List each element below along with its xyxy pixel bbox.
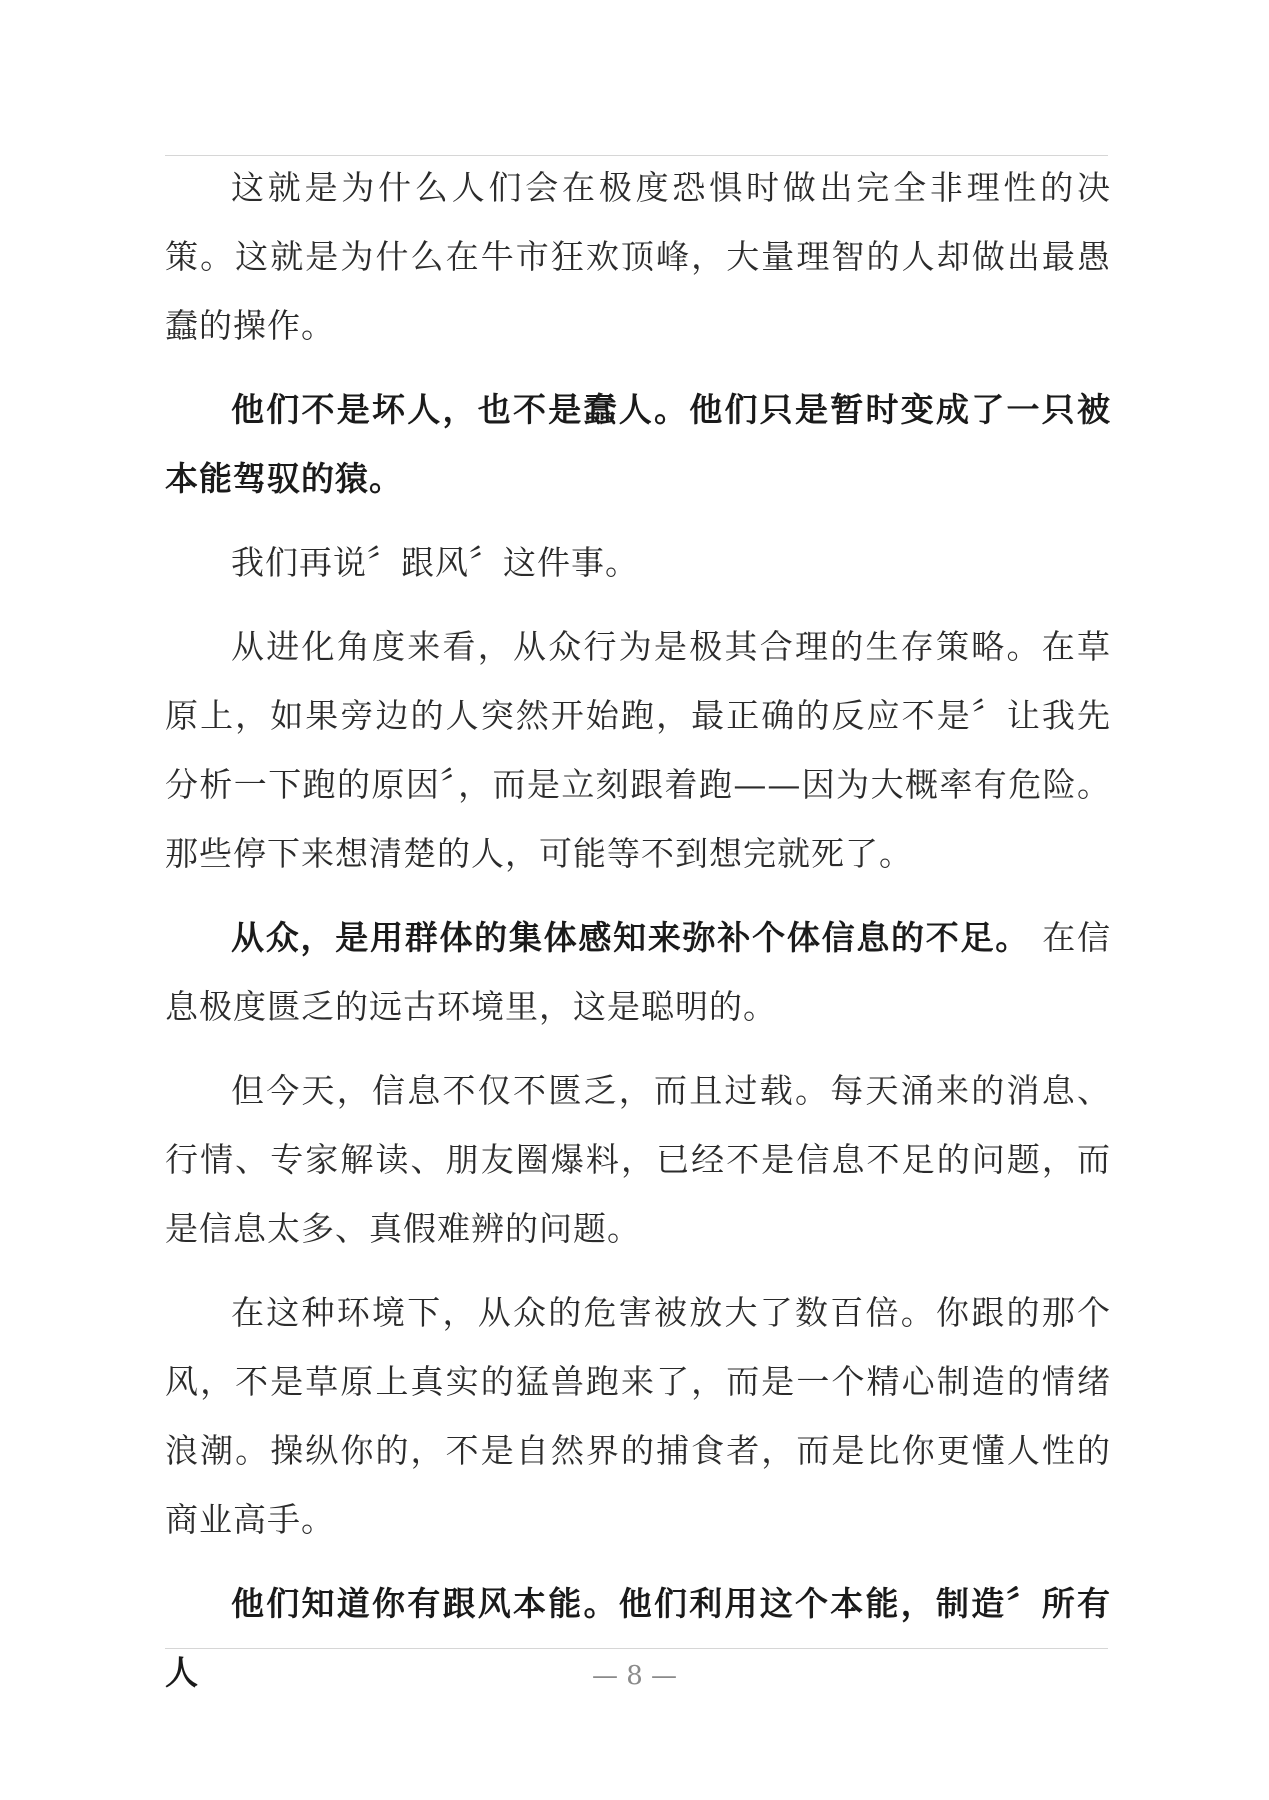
paragraph-emphasis-lead: 从众，是用群体的集体感知来弥补个体信息的不足。 [231,918,1031,957]
page-number: — 8 — [591,1661,678,1691]
body-text [165,153,1111,1722]
paragraph: 从进化角度来看，从众行为是极其合理的生存策略。在草原上，如果旁边的人突然开始跑，最正确的反应不是〞让我先分析一下跑的原因〞，而是立刻跟着跑——因为大概率有危险。那些停下来想清楚的人，可能等不到想完就死了。 [165,627,1111,873]
paragraph-emphasis: 他们不是坏人，也不是蠢人。他们只是暂时变成了一只被本能驾驭的猿。 [165,390,1111,498]
paragraph: 在这种环境下，从众的危害被放大了数百倍。你跟的那个风，不是草原上真实的猛兽跑来了，而是一个精心制造的情绪浪潮。操纵你的，不是自然界的捕食者，而是比你更懂人性的商业高手。 [165,1293,1111,1539]
paragraph-continuation: 在信息极度匮乏的远古环境里，这是聪明的。 [165,918,1112,1026]
paragraph-mixed [165,903,1111,1041]
footer-rule [165,1648,1108,1649]
paragraph: 我们再说〞跟风〞这件事。 [231,543,639,582]
paragraph: 这就是为什么人们会在极度恐惧时做出完全非理性的决策。这就是为什么在牛市狂欢顶峰，大量理智的人却做出最愚蠢的操作。 [165,168,1111,345]
paragraph-emphasis: 他们知道你有跟风本能。他们利用这个本能，制造〞所有人 [165,1584,1111,1692]
paragraph: 但今天，信息不仅不匮乏，而且过载。每天涌来的消息、行情、专家解读、朋友圈爆料，已经不是信息不足的问题，而是信息太多、真假难辨的问题。 [165,1071,1111,1248]
